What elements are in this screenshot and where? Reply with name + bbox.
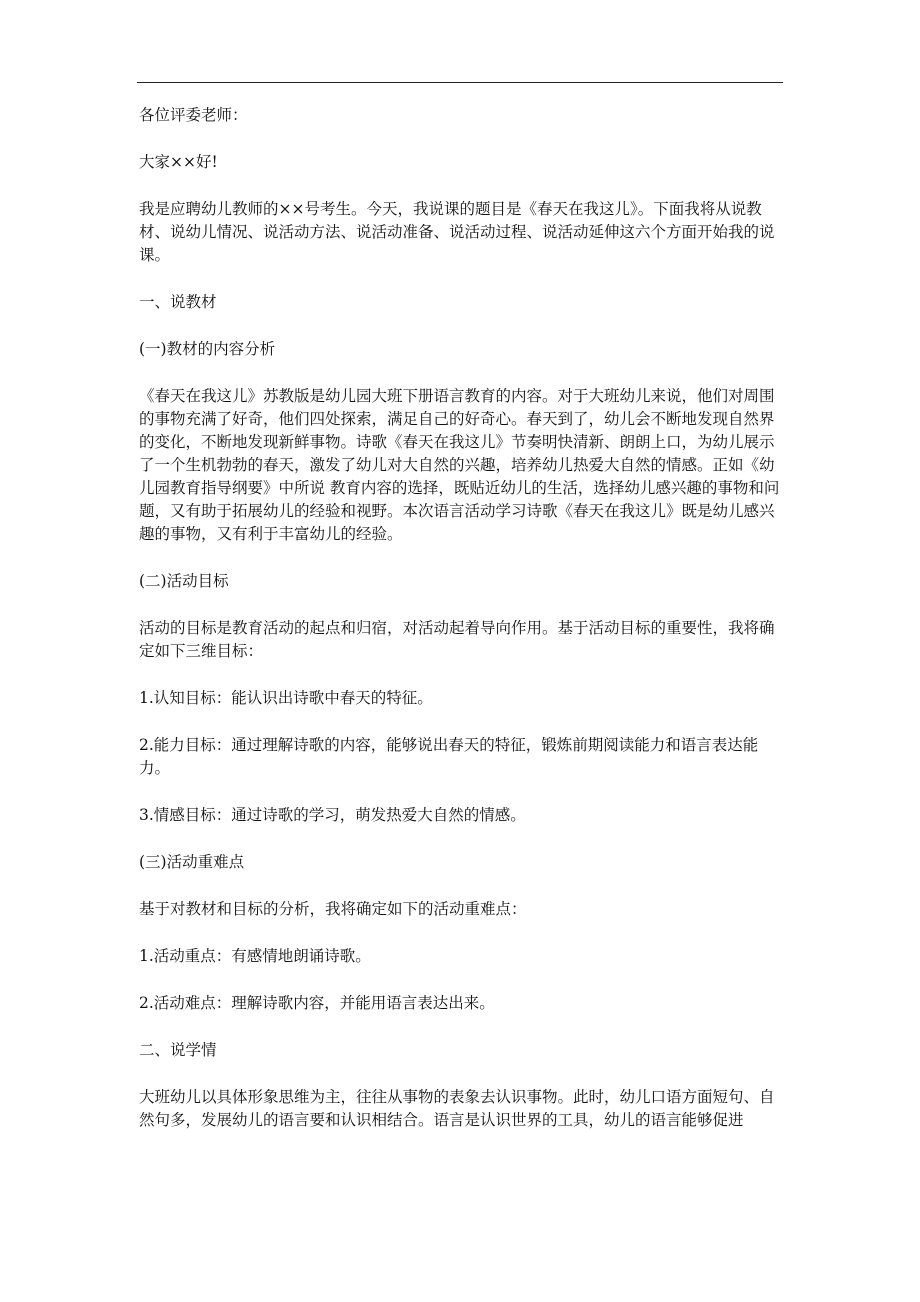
goal-item-1: 1.认知目标：能认识出诗歌中春天的特征。 <box>139 689 433 707</box>
subheading-2: (二)活动目标 <box>139 572 229 590</box>
content-analysis-paragraph: 《春天在我这儿》苏教版是幼儿园大班下册语言教育的内容。对于大班幼儿来说，他们对周围的事物充满了好奇，他们四处探索，满足自己的好奇心。春天到了，幼儿会不断地发现自然界的变化，不断地发现新鲜事物。诗歌《春天在我这儿》节奏明快清新、朗朗上口，为幼儿展示了一个生机勃勃的春天，激发了幼儿对大自然的兴趣，培养幼儿热爱大自然的情感。正如《幼儿园教育指导纲要》中所说 教育内容的选择，既贴近幼儿的生活，选择幼儿感兴趣的事物和问题，又有助于拓展幼儿的经验和视野。本次语言活动学习诗歌《春天在我这儿》既是幼儿感兴趣的事物，又有利于丰富幼儿的经验。 <box>139 387 780 543</box>
goal-item-2: 2.能力目标：通过理解诗歌的内容，能够说出春天的特征，锻炼前期阅读能力和语言表达能力。 <box>139 736 759 777</box>
greeting-line-2: 大家××好! <box>139 153 218 171</box>
section-heading-2: 二、说学情 <box>139 1041 217 1059</box>
greeting-line-1: 各位评委老师： <box>139 106 248 124</box>
goal-item-3: 3.情感目标：通过诗歌的学习，萌发热爱大自然的情感。 <box>139 806 526 824</box>
key-points-intro: 基于对教材和目标的分析，我将确定如下的活动重难点： <box>139 900 527 918</box>
section-heading-1: 一、说教材 <box>139 293 217 311</box>
key-point-1: 1.活动重点：有感情地朗诵诗歌。 <box>139 947 371 965</box>
learner-analysis-paragraph: 大班幼儿以具体形象思维为主，往往从事物的表象去认识事物。此时，幼儿口语方面短句、自然句多，发展幼儿的语言要和认识相结合。语言是认识世界的工具，幼儿的语言能够促进 <box>139 1088 775 1129</box>
header-rule <box>137 82 783 83</box>
intro-paragraph: 我是应聘幼儿教师的××号考生。今天，我说课的题目是《春天在我这儿》。下面我将从说教材、说幼儿情况、说活动方法、说活动准备、说活动过程、说活动延伸这六个方面开始我的说课。 <box>139 200 775 264</box>
key-point-2: 2.活动难点：理解诗歌内容，并能用语言表达出来。 <box>139 994 495 1012</box>
subheading-3: (三)活动重难点 <box>139 853 245 871</box>
document-body <box>139 104 789 1156</box>
goals-intro-paragraph: 活动的目标是教育活动的起点和归宿，对活动起着导向作用。基于活动目标的重要性，我将确定如下三维目标： <box>139 619 775 660</box>
subheading-1: (一)教材的内容分析 <box>139 340 276 358</box>
